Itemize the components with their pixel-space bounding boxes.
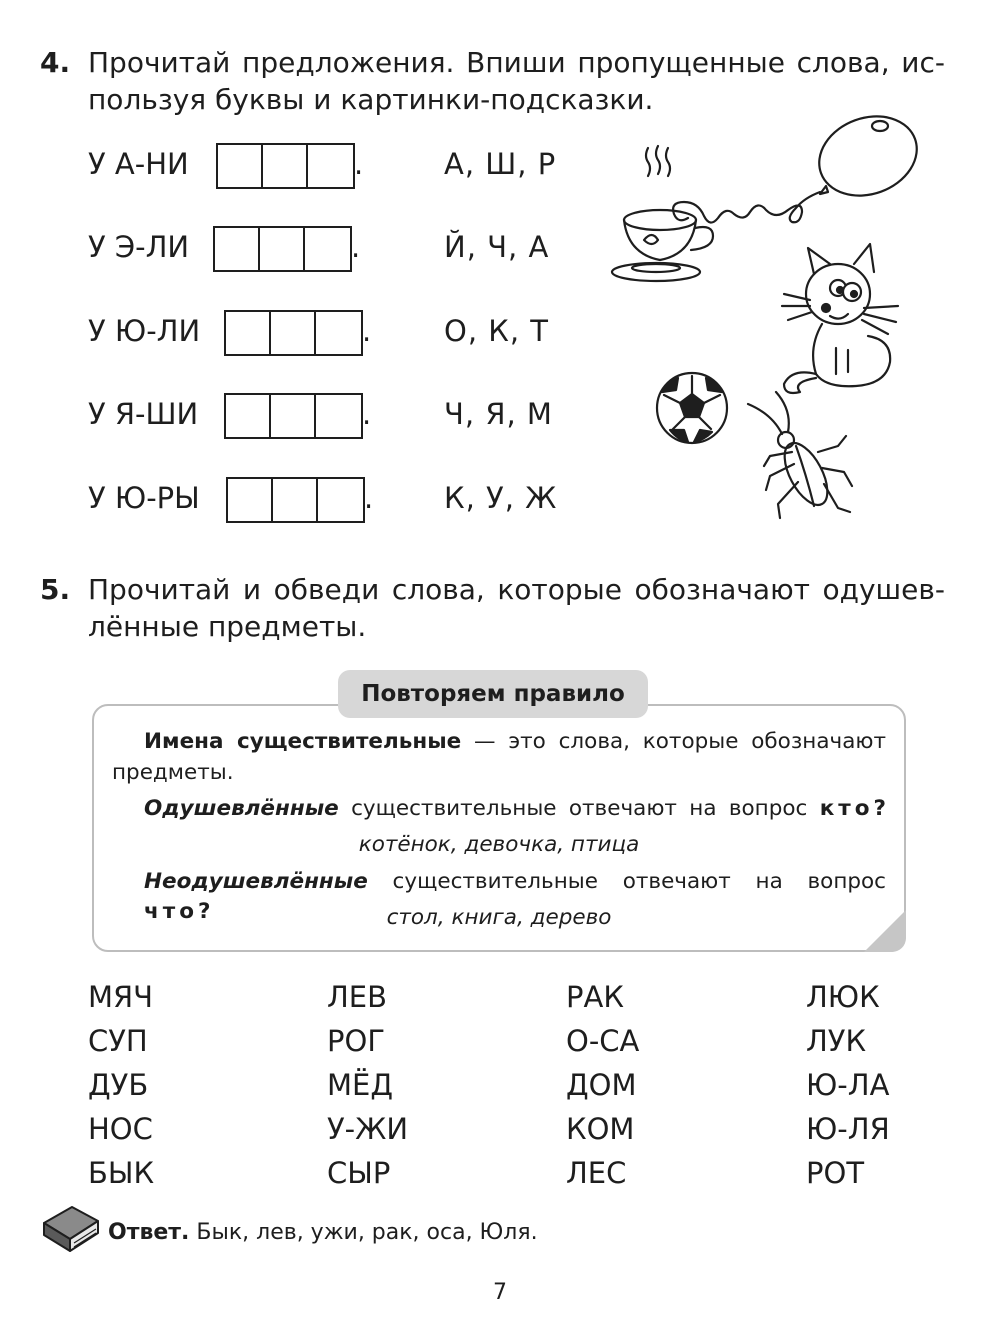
word-item[interactable]: РОГ bbox=[327, 1024, 385, 1058]
letter-boxes[interactable] bbox=[226, 477, 365, 523]
rule-inanimate-examples: стол, книга, дерево bbox=[386, 905, 612, 930]
task-5-text-line-2: лённые предметы. bbox=[88, 610, 367, 643]
word-item[interactable]: ЛУК bbox=[806, 1024, 867, 1058]
task-5-text-line-1: Прочитай и обведи слова, которые обозначают одушев- bbox=[88, 573, 945, 606]
word-item[interactable]: КОМ bbox=[566, 1112, 635, 1146]
letter-boxes[interactable] bbox=[224, 393, 363, 439]
fill-row-label: У Ю-ЛИ bbox=[88, 314, 201, 348]
word-item[interactable]: У-ЖИ bbox=[327, 1112, 409, 1146]
task-4-text-line-2: пользуя буквы и картинки-подсказки. bbox=[88, 83, 654, 116]
task-4-text-line-1: Прочитай предложения. Впиши пропущенные слова, ис- bbox=[88, 46, 945, 79]
rule-animate-examples: котёнок, девочка, птица bbox=[358, 832, 640, 857]
rule-inanimate: Неодушевлённые существительные отвечают на вопрос что? bbox=[144, 869, 886, 924]
picture-hints bbox=[600, 112, 940, 552]
fill-row-label: У Э-ЛИ bbox=[88, 230, 190, 264]
cat-icon bbox=[782, 244, 898, 393]
rule-animate: Одушевлённые существительные отвечают на вопрос кто? bbox=[144, 796, 886, 821]
word-item[interactable]: ДУБ bbox=[88, 1068, 149, 1102]
letter-hint: Й, Ч, А bbox=[444, 230, 550, 264]
fill-row-label: У Ю-РЫ bbox=[88, 481, 200, 515]
word-item[interactable]: ЛЮК bbox=[806, 980, 880, 1014]
task-5-number: 5. bbox=[40, 573, 71, 606]
letter-hint: О, К, Т bbox=[444, 314, 550, 348]
word-item[interactable]: СЫР bbox=[327, 1156, 391, 1190]
letter-hint: А, Ш, Р bbox=[444, 147, 557, 181]
letter-boxes[interactable] bbox=[216, 143, 355, 189]
word-item[interactable]: ДОМ bbox=[566, 1068, 637, 1102]
letter-boxes[interactable] bbox=[213, 226, 352, 272]
answer-line: Ответ. Бык, лев, ужи, рак, оса, Юля. bbox=[108, 1220, 538, 1245]
word-item[interactable]: НОС bbox=[88, 1112, 153, 1146]
word-item[interactable]: МЯЧ bbox=[88, 980, 154, 1014]
letter-boxes[interactable] bbox=[224, 310, 363, 356]
word-item[interactable]: О-СА bbox=[566, 1024, 640, 1058]
word-item[interactable]: МЁД bbox=[327, 1068, 394, 1102]
rule-title: Повторяем правило bbox=[338, 670, 648, 718]
coffee-cup-icon bbox=[612, 146, 713, 281]
word-item[interactable]: РАК bbox=[566, 980, 624, 1014]
book-icon bbox=[38, 1203, 102, 1255]
rule-definition: Имена существительные — это слова, которые обозначают bbox=[144, 729, 886, 754]
fill-row-label: У А-НИ bbox=[88, 147, 189, 181]
word-item[interactable]: ЛЕС bbox=[566, 1156, 627, 1190]
letter-hint: К, У, Ж bbox=[444, 481, 558, 515]
word-item[interactable]: Ю-ЛА bbox=[806, 1068, 890, 1102]
fill-row-label: У Я-ШИ bbox=[88, 397, 199, 431]
letter-hint: Ч, Я, М bbox=[444, 397, 553, 431]
page-number: 7 bbox=[493, 1280, 507, 1305]
word-item[interactable]: БЫК bbox=[88, 1156, 155, 1190]
beetle-icon bbox=[748, 392, 852, 518]
word-item[interactable]: РОТ bbox=[806, 1156, 865, 1190]
word-item[interactable]: ЛЕВ bbox=[327, 980, 388, 1014]
word-item[interactable]: Ю-ЛЯ bbox=[806, 1112, 890, 1146]
balloon-icon bbox=[673, 112, 928, 223]
task-4-number: 4. bbox=[40, 46, 71, 79]
word-item[interactable]: СУП bbox=[88, 1024, 148, 1058]
soccer-ball-icon bbox=[657, 373, 727, 443]
rule-definition-cont: предметы. bbox=[112, 760, 234, 785]
